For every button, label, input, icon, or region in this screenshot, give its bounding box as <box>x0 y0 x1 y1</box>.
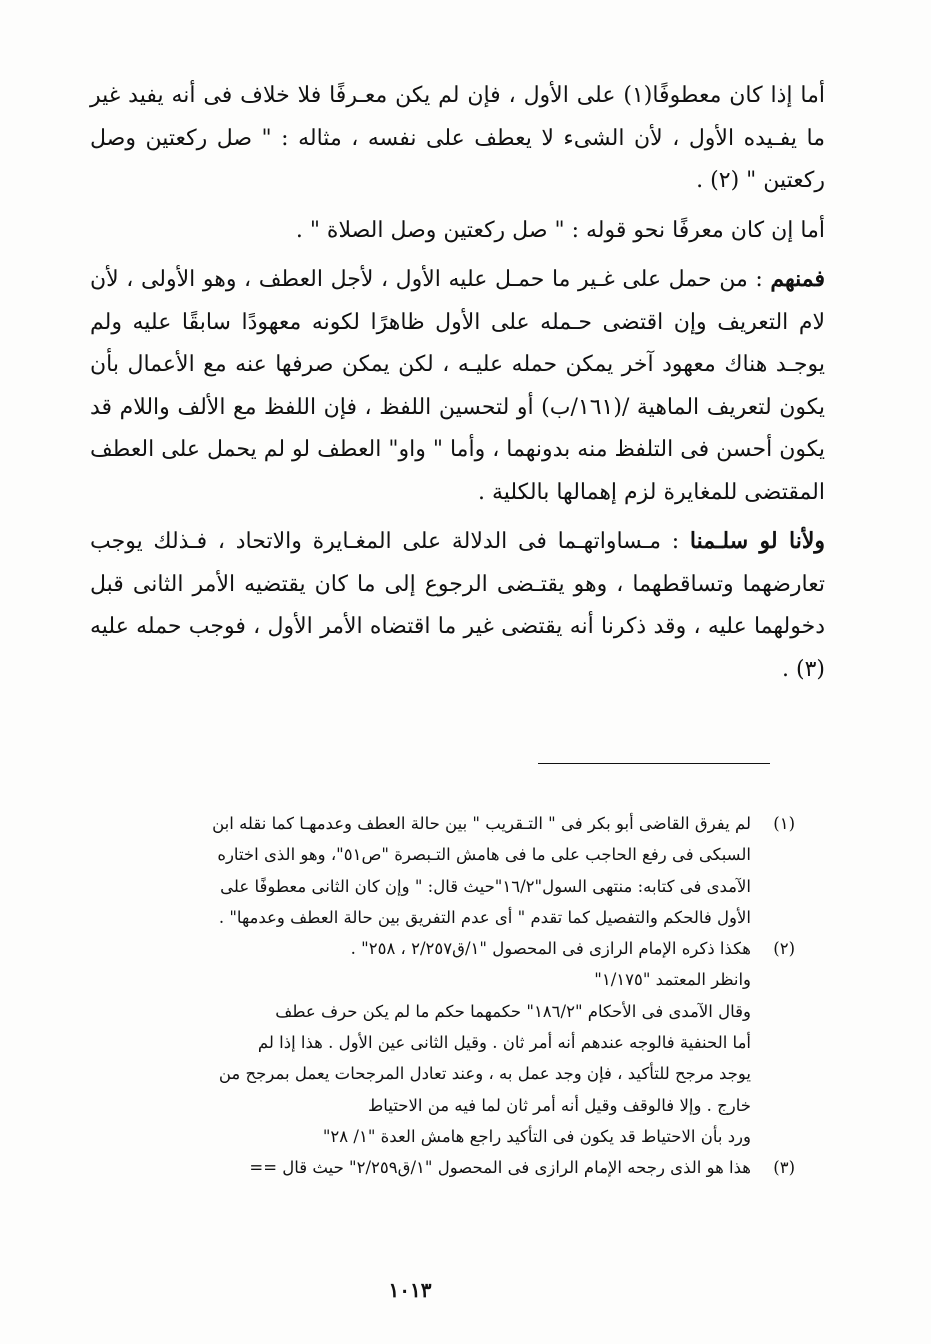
footnote-line: هكذا ذكره الإمام الرازى فى المحصول "١/ق٢/٢٥٧ ، ٢٥٨" . <box>350 939 751 959</box>
footnote-line: خارج . وإلا فالوقف وقيل أنه أمر ثان لما فيه من الاحتياط <box>368 1095 751 1115</box>
footnote-1 <box>75 808 795 933</box>
footnote-line: لم يفرق القاضى أبو بكر فى " التـقريب " بين حالة العطف وعدمهـا كما نقله ابن <box>212 814 751 833</box>
footnote-body <box>75 933 751 1152</box>
paragraph-3 <box>90 258 825 514</box>
footnote-divider <box>538 763 770 764</box>
footnote-line: وقال الآمدى فى الأحكام "١٨٦/٢" حكمهما حكم ما لم يكن حرف عطف <box>275 1001 751 1021</box>
footnote-line: الأول فالحكم والتفصيل كما تقدم " أى عدم التفريق بين حالة العطف وعدمها" . <box>218 907 751 927</box>
paragraph-text: : مـساواتهـما فى الدلالة على المغـايرة والاتحاد ، فـذلك يوجب تعارضهما وتساقطهما ، وهو يقتـضى الرجوع إلى ما كان يقتضيه الأمر الثانى قبل دخولهما عليه ، وقد ذكرنا أنه يقتضى غير ما اقتضاه الأمر الأول ، فوجب حمله عليه (٣) . <box>90 529 825 682</box>
footnote-line: ورد بأن الاحتياط قد يكون فى التأكيد راجع هامش العدة "١/ ٢٨" <box>322 1126 751 1146</box>
paragraph-text: أما إذا كان معطوفًا(١) على الأول ، فإن لم يكن معـرفًا فلا خلاف فى أنه يفيد غير ما يفـيده الأول ، لأن الشىء لا يعطف على نفسه ، مثاله : " صل ركعتين وصل ركعتين " (٢) . <box>90 83 825 193</box>
paragraph-lead: فمنهم <box>770 266 825 292</box>
paragraph-2 <box>90 209 825 253</box>
paragraph-text: أما إن كان معرفًا نحو قوله : " صل ركعتين وصل الصلاة " . <box>295 217 825 243</box>
footnote-2 <box>75 933 795 1152</box>
footnote-number: (٢) <box>773 939 795 959</box>
footnotes <box>75 808 795 1184</box>
page-number: ١٠١٣ <box>388 1278 432 1302</box>
footnote-line: الآمدى فى كتابه: منتهى السول"١٦/٢"حيث قال: " وإن كان الثانى معطوفًا على <box>220 876 751 896</box>
footnote-number: (١) <box>773 814 795 833</box>
footnote-line: هذا هو الذى رجحه الإمام الرازى فى المحصول "١/ق٢/٢٥٩" حيث قال == <box>249 1158 751 1178</box>
footnote-number: (٣) <box>773 1158 795 1178</box>
footnote-body <box>75 1152 751 1183</box>
footnote-body <box>75 808 751 933</box>
main-text <box>90 74 825 697</box>
footnote-line: السبكى فى رفع الحاجب على ما فى هامش التـبصرة "ص٥١"، وهو الذى اختاره <box>217 845 751 865</box>
footnote-line: يوجد مرجح للتأكيد ، فإن وجد عمل به ، وعند تعادل المرجحات يعمل بمرجح من <box>218 1064 751 1084</box>
footnote-line: وانظر المعتمد "١/١٧٥" <box>594 970 751 990</box>
paragraph-text: : من حمل على غـير ما حمـل عليه الأول ، لأجل العطف ، وهو الأولى ، لأن لام التعريف وإن اقتضى حـمله على الأول ظاهرًا لكونه معهودًا سابقًا عليه ولم يوجـد هناك معهود آخر يمكن حمله عليـه ، لكن يمكن صرفها عنه مع الأعمال بأن يكون لتعريف الماهية /(١٦١/ب) أو لتحسين اللفظ ، فإن اللفظ مع الألف واللام قد يكون أحسن فى التلفظ منه بدونهما ، وأما " واو" العطف لو لم يحمل على العطف المقتضى للمغايرة لزم إهمالها بالكلية . <box>90 267 826 505</box>
paragraph-4 <box>90 520 825 691</box>
footnote-3 <box>75 1152 795 1183</box>
footnote-line: أما الحنفية فالوجه عندهم أنه أمر ثان . وقيل الثانى عين الأول . هذا إذا لم <box>257 1033 751 1053</box>
paragraph-lead: ولأنا لو سلـمنا <box>689 528 826 554</box>
paragraph-1 <box>90 74 825 203</box>
